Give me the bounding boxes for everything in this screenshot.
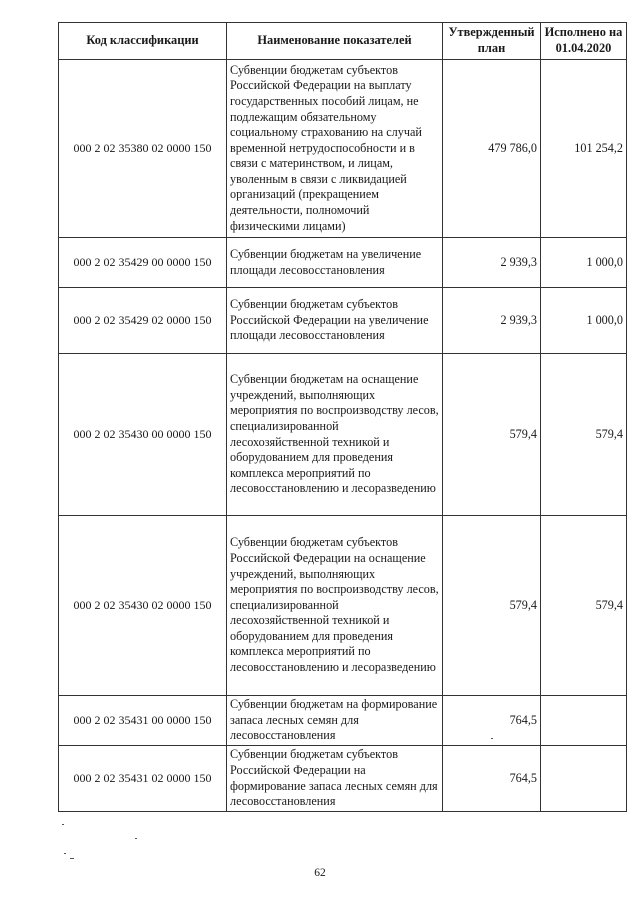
table-row [59, 60, 627, 238]
cell-code: 000 2 02 35429 00 0000 150 [59, 238, 227, 288]
table-row [59, 696, 627, 746]
header-code: Код классификации [59, 23, 227, 60]
table-header-row [59, 23, 627, 60]
table-row [59, 288, 627, 354]
cell-name: Субвенции бюджетам субъектов Российской Федерации на увеличение площади лесовосстановления [227, 288, 443, 354]
page-number: 62 [314, 867, 326, 879]
cell-code: 000 2 02 35430 00 0000 150 [59, 354, 227, 516]
cell-code: 000 2 02 35430 02 0000 150 [59, 516, 227, 696]
cell-code: 000 2 02 35429 02 0000 150 [59, 288, 227, 354]
cell-done [541, 696, 627, 746]
cell-plan: 579,4 [443, 354, 541, 516]
cell-code: 000 2 02 35380 02 0000 150 [59, 60, 227, 238]
cell-done: 579,4 [541, 516, 627, 696]
cell-name: Субвенции бюджетам на оснащение учреждений, выполняющих мероприятия по воспроизводству лесов, специализированной лесохозяйственной техникой и оборудованием для проведения комплекса мероприятий по лесовосстановлению и лесоразведению [227, 354, 443, 516]
cell-code: 000 2 02 35431 02 0000 150 [59, 746, 227, 812]
cell-name: Субвенции бюджетам субъектов Российской Федерации на выплату государственных пособий лицам, не подлежащим обязательному социальному страхованию на случай временной нетрудоспособности и в связи с материнством, и лицам, уволенным в связи с ликвидацией организаций (прекращением деятельности, полномочий физическими лицами) [227, 60, 443, 238]
cell-name: Субвенции бюджетам на формирование запаса лесных семян для лесовосстановления [227, 696, 443, 746]
cell-plan: 479 786,0 [443, 60, 541, 238]
cell-name: Субвенции бюджетам субъектов Российской Федерации на оснащение учреждений, выполняющих мероприятия по воспроизводству лесов, специализированной лесохозяйственной техникой и оборудованием для проведения комплекса мероприятий по лесовосстановлению и лесоразведению [227, 516, 443, 696]
cell-done: 579,4 [541, 354, 627, 516]
cell-plan: 764,5 [443, 746, 541, 812]
table-row [59, 746, 627, 812]
cell-name: Субвенции бюджетам субъектов Российской Федерации на формирование запаса лесных семян для лесовосстановления [227, 746, 443, 812]
header-done: Исполнено на 01.04.2020 [541, 23, 627, 60]
cell-done: 1 000,0 [541, 288, 627, 354]
cell-plan: 579,4 [443, 516, 541, 696]
table-row [59, 354, 627, 516]
header-plan: Утвержденный план [443, 23, 541, 60]
cell-done [541, 746, 627, 812]
cell-plan: 764,5 [443, 696, 541, 746]
cell-name: Субвенции бюджетам на увеличение площади лесовосстановления [227, 238, 443, 288]
cell-done: 101 254,2 [541, 60, 627, 238]
table-row [59, 516, 627, 696]
budget-table [58, 22, 627, 812]
cell-done: 1 000,0 [541, 238, 627, 288]
cell-plan: 2 939,3 [443, 238, 541, 288]
table-row [59, 238, 627, 288]
cell-plan: 2 939,3 [443, 288, 541, 354]
cell-code: 000 2 02 35431 00 0000 150 [59, 696, 227, 746]
header-name: Наименование показателей [227, 23, 443, 60]
